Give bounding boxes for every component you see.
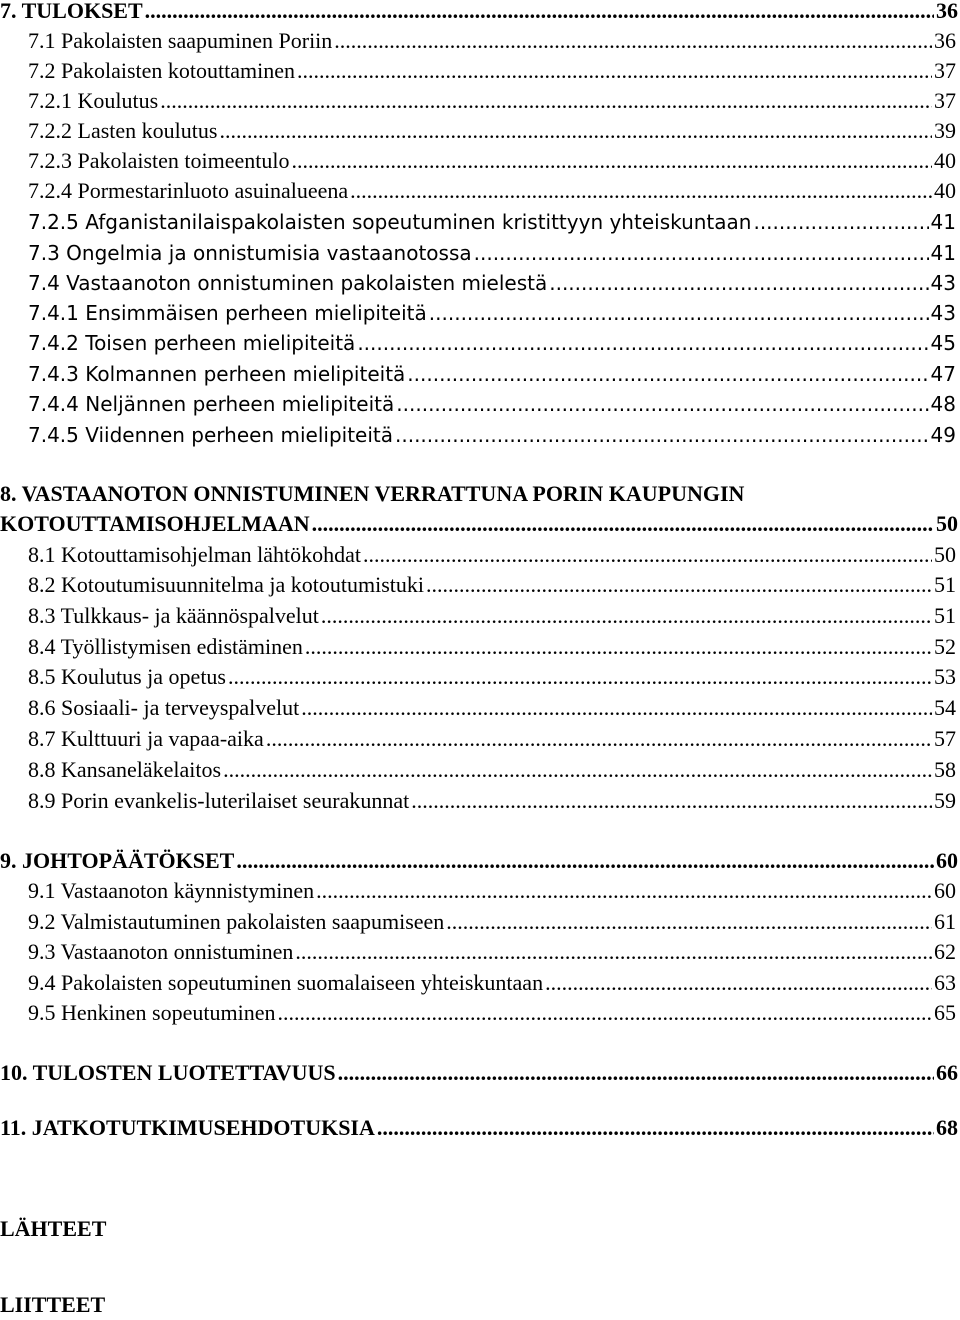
toc-entry-title: 11. JATKOTUTKIMUSEHDOTUKSIA <box>0 1115 375 1140</box>
toc-entry[interactable] <box>0 755 960 785</box>
dot-leader <box>357 328 928 358</box>
dot-leader <box>321 601 932 631</box>
toc-entry[interactable] <box>0 876 960 906</box>
toc-entry-title: 8.9 Porin evankelis-luterilaiset seurakunnat <box>28 788 410 813</box>
toc-entry[interactable] <box>0 509 960 539</box>
toc-entry[interactable] <box>0 207 960 237</box>
toc-entry[interactable] <box>0 359 960 389</box>
dot-leader <box>411 786 932 816</box>
toc-page-number: 54 <box>934 695 956 720</box>
toc-entry-title: 8.7 Kulttuuri ja vapaa-aika <box>28 726 264 751</box>
toc-page-number: 60 <box>936 848 958 873</box>
toc-entry-title: 9.3 Vastaanoton onnistuminen <box>28 939 294 964</box>
dot-leader <box>295 937 932 967</box>
toc-entry-title: 10. TULOSTEN LUOTETTAVUUS <box>0 1060 336 1085</box>
toc-entry[interactable] <box>0 238 960 268</box>
toc-entry-title: 9.5 Henkinen sopeutuminen <box>28 1000 276 1025</box>
toc-page-number: 47 <box>930 362 956 386</box>
toc-page-number: 45 <box>930 331 956 355</box>
toc-page-number: 51 <box>934 603 956 628</box>
dot-leader <box>160 86 932 116</box>
toc-entry[interactable] <box>0 632 960 662</box>
toc-entry[interactable] <box>0 907 960 937</box>
dot-leader <box>305 632 932 662</box>
toc-entry[interactable] <box>0 0 960 26</box>
toc-entry[interactable] <box>0 389 960 419</box>
toc-page-number: 58 <box>934 757 956 782</box>
toc-page-number: 57 <box>934 726 956 751</box>
toc-entry[interactable] <box>0 86 960 116</box>
toc-page-number: 48 <box>930 392 956 416</box>
toc-heading[interactable]: LIITTEET <box>0 1292 106 1317</box>
toc-page-number: 63 <box>934 970 956 995</box>
toc-entry-title: 8.1 Kotouttamisohjelman lähtökohdat <box>28 542 362 567</box>
toc-page-number: 65 <box>934 1000 956 1025</box>
toc-page-number: 62 <box>934 939 956 964</box>
toc-entry[interactable] <box>0 570 960 600</box>
toc-entry[interactable] <box>0 116 960 146</box>
dot-leader <box>277 998 932 1028</box>
toc-page-number: 53 <box>934 664 956 689</box>
toc-heading[interactable]: LÄHTEET <box>0 1216 107 1241</box>
toc-entry[interactable] <box>0 724 960 754</box>
toc-entry-title: 7.2.5 Afganistanilaispakolaisten sopeutuminen kristittyyn yhteiskuntaan <box>28 210 752 234</box>
toc-page-number: 52 <box>934 634 956 659</box>
dot-leader <box>219 116 932 146</box>
toc-entry[interactable] <box>0 328 960 358</box>
dot-leader <box>292 146 932 176</box>
dot-leader <box>350 176 932 206</box>
dot-leader <box>429 298 929 328</box>
toc-entry[interactable] <box>0 420 960 450</box>
toc-entry-title: KOTOUTTAMISOHJELMAAN <box>0 511 310 536</box>
toc-entry[interactable] <box>0 693 960 723</box>
toc-entry[interactable] <box>0 998 960 1028</box>
dot-leader <box>545 968 932 998</box>
toc-page-number: 40 <box>934 148 956 173</box>
dot-leader <box>426 570 932 600</box>
toc-page-number: 41 <box>930 210 956 234</box>
dot-leader <box>312 509 934 539</box>
toc-page-number: 60 <box>934 878 956 903</box>
toc-entry-title: 7. TULOKSET <box>0 0 143 23</box>
toc-entry-title: 9.1 Vastaanoton käynnistyminen <box>28 878 315 903</box>
toc-page-number: 41 <box>930 241 956 265</box>
dot-leader <box>236 846 934 876</box>
toc-page-number: 61 <box>934 909 956 934</box>
toc-entry[interactable] <box>0 968 960 998</box>
toc-entry[interactable] <box>0 26 960 56</box>
toc-page-number: 43 <box>930 271 956 295</box>
toc-entry-title: 7.2.1 Koulutus <box>28 88 159 113</box>
toc-entry-title: 8.2 Kotoutumisuunnitelma ja kotoutumistuki <box>28 572 424 597</box>
toc-entry[interactable] <box>0 1058 960 1088</box>
toc-page-number: 59 <box>934 788 956 813</box>
toc-entry[interactable] <box>0 846 960 876</box>
toc-entry[interactable] <box>0 176 960 206</box>
toc-entry-title: 7.2.4 Pormestarinluoto asuinalueena <box>28 178 349 203</box>
toc-entry-title: 7.2.2 Lasten koulutus <box>28 118 218 143</box>
toc-entry-title: 8.4 Työllistymisen edistäminen <box>28 634 303 659</box>
dot-leader <box>474 238 929 268</box>
toc-entry-title: 8.6 Sosiaali- ja terveyspalvelut <box>28 695 300 720</box>
toc-page-number: 36 <box>934 28 956 53</box>
toc-entry-title: 7.3 Ongelmia ja onnistumisia vastaanotossa <box>28 241 472 265</box>
dot-leader <box>228 662 932 692</box>
dot-leader <box>446 907 932 937</box>
toc-entry-title: 7.4.4 Neljännen perheen mielipiteitä <box>28 392 395 416</box>
dot-leader <box>396 389 928 419</box>
toc-entry-title: 7.1 Pakolaisten saapuminen Poriin <box>28 28 333 53</box>
dot-leader <box>266 724 932 754</box>
dot-leader <box>301 693 932 723</box>
toc-entry-title: 7.4.1 Ensimmäisen perheen mielipiteitä <box>28 301 427 325</box>
toc-page-number: 37 <box>934 88 956 113</box>
toc-entry-title: 9.2 Valmistautuminen pakolaisten saapumiseen <box>28 909 445 934</box>
dot-leader <box>377 1113 934 1143</box>
dot-leader <box>297 56 932 86</box>
toc-entry-title: 7.4 Vastaanoton onnistuminen pakolaisten mielestä <box>28 271 548 295</box>
toc-entry-title: 8.3 Tulkkaus- ja käännöspalvelut <box>28 603 319 628</box>
toc-page-number: 37 <box>934 58 956 83</box>
dot-leader <box>549 268 928 298</box>
toc-entry[interactable] <box>0 540 960 570</box>
toc-page-number: 49 <box>930 423 956 447</box>
toc-page-number: 40 <box>934 178 956 203</box>
toc-entry[interactable] <box>0 56 960 86</box>
toc-entry[interactable] <box>0 937 960 967</box>
toc-entry-title: 7.4.3 Kolmannen perheen mielipiteitä <box>28 362 406 386</box>
toc-entry[interactable] <box>0 1113 960 1143</box>
dot-leader <box>395 420 929 450</box>
dot-leader <box>316 876 932 906</box>
toc-entry[interactable] <box>0 298 960 328</box>
toc-entry-title: 7.4.2 Toisen perheen mielipiteitä <box>28 331 356 355</box>
toc-entry-title: 8.8 Kansaneläkelaitos <box>28 757 222 782</box>
dot-leader <box>407 359 928 389</box>
toc-entry[interactable] <box>0 662 960 692</box>
toc-page-number: 66 <box>936 1060 958 1085</box>
dot-leader <box>334 26 932 56</box>
toc-entry[interactable] <box>0 786 960 816</box>
toc-page-number: 50 <box>936 511 958 536</box>
toc-entry[interactable] <box>0 146 960 176</box>
toc-entry-title: 8.5 Koulutus ja opetus <box>28 664 226 689</box>
toc-entry[interactable] <box>0 268 960 298</box>
toc-entry[interactable] <box>0 601 960 631</box>
dot-leader <box>753 207 928 237</box>
toc-page-number: 68 <box>936 1115 958 1140</box>
toc-entry-title: 7.2 Pakolaisten kotouttaminen <box>28 58 296 83</box>
toc-page-number: 50 <box>934 542 956 567</box>
dot-leader <box>145 0 934 26</box>
toc-entry-title: 9. JOHTOPÄÄTÖKSET <box>0 848 235 873</box>
toc-entry-title: 7.4.5 Viidennen perheen mielipiteitä <box>28 423 393 447</box>
dot-leader <box>223 755 932 785</box>
toc-entry-title[interactable]: 8. VASTAANOTON ONNISTUMINEN VERRATTUNA PORIN KAUPUNGIN <box>0 481 745 506</box>
dot-leader <box>338 1058 934 1088</box>
dot-leader <box>363 540 932 570</box>
toc-entry-title: 9.4 Pakolaisten sopeutuminen suomalaiseen yhteiskuntaan <box>28 970 544 995</box>
toc-page-number: 39 <box>934 118 956 143</box>
toc-page-number: 43 <box>930 301 956 325</box>
toc-page-number: 36 <box>936 0 958 23</box>
toc-page-number: 51 <box>934 572 956 597</box>
toc-entry-title: 7.2.3 Pakolaisten toimeentulo <box>28 148 290 173</box>
